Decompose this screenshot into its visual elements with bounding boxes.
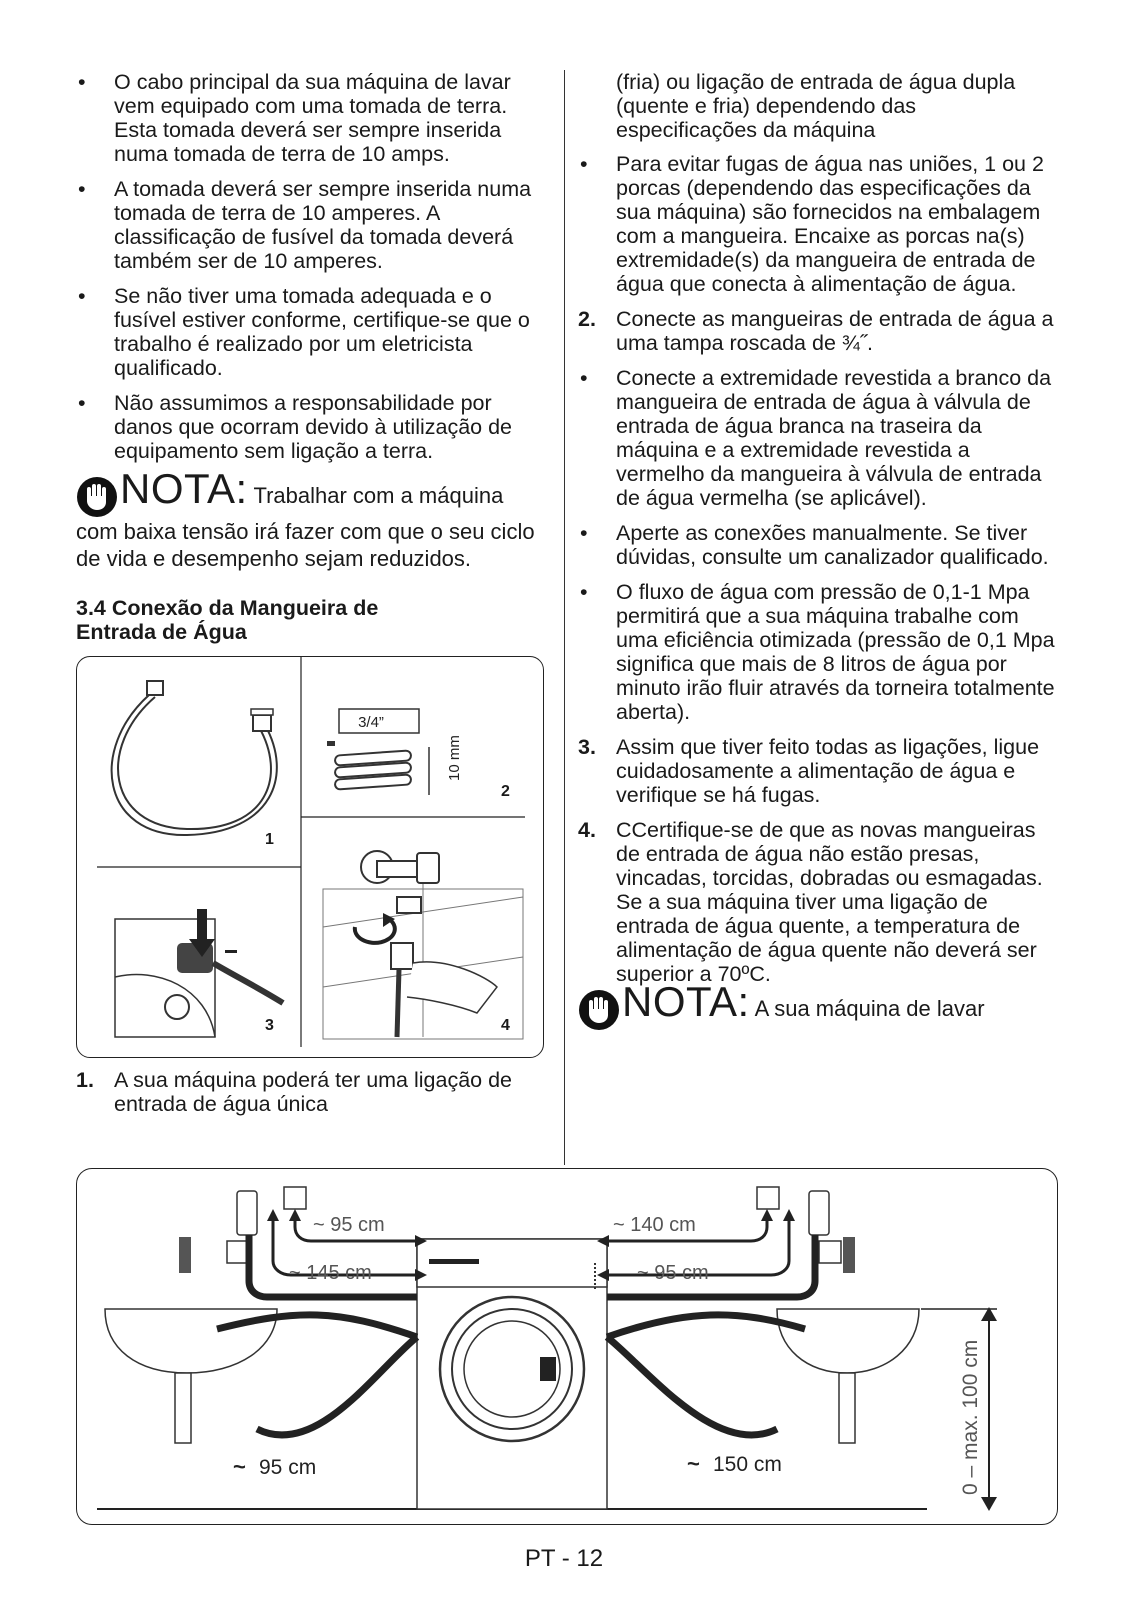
step-text: CCertifique-se de que as novas mangueiras de entrada de água não estão presas, vincadas, torcidas, dobradas ou esmagadas. Se a sua máquina tiver uma ligação de entrada de água quente, a temperatura de alimentação de água quente não deverá ser superior a 70ºC. [616, 818, 1043, 986]
dim-top-left-inner: ~ 95 cm [313, 1214, 385, 1236]
left-column [76, 70, 546, 1127]
panel-label-3: 3 [265, 1017, 274, 1035]
step-number: 4. [578, 818, 596, 842]
bullet-text: Se não tiver uma tomada adequada e o fusível estiver conforme, certifique-se que o trabalho é realizado por um eletricista qualificado. [114, 284, 530, 380]
hand-stop-icon [578, 989, 620, 1031]
bullet-item: • Se não tiver uma tomada adequada e o fusível estiver conforme, certifique-se que o trabalho é realizado por um eletricista qualificado. [78, 284, 530, 380]
bullet-text: Não assumimos a responsabilidade por danos que ocorram devido à utilização de equipamento sem ligação a terra. [114, 391, 513, 463]
column-divider [564, 70, 565, 1165]
step-2 [578, 307, 1058, 355]
dim-top-left-outer: ~ 145 cm [289, 1262, 372, 1284]
bullet-item: • Não assumimos a responsabilidade por danos que ocorram devido à utilização de equipamento sem ligação a terra. [78, 391, 513, 463]
hose-connection-figure [76, 656, 544, 1058]
height-range-label: 0 – max. 100 cm [959, 1339, 982, 1495]
dim-tilde-left: ~ [233, 1454, 246, 1479]
dim-top-right-outer: ~ 140 cm [613, 1214, 696, 1236]
step-text: Conecte as mangueiras de entrada de água a uma tampa roscada de ¾˝. [616, 307, 1054, 355]
note-label: NOTA: [120, 465, 248, 512]
bullet-text: O cabo principal da sua máquina de lavar vem equipado com uma tomada de terra. Esta tomada deverá ser sempre inserida numa tomada de terra de 10 amps. [114, 70, 511, 166]
note-label: NOTA: [622, 978, 750, 1025]
step-4 [578, 818, 1058, 986]
note-text: Trabalhar com a máquina com baixa tensão irá fazer com que o seu ciclo de vida e desempenho sejam reduzidos. [76, 483, 535, 572]
step-number: 2. [578, 307, 596, 331]
bullet-item: • Para evitar fugas de água nas uniões, 1 ou 2 porcas (dependendo das especificações da sua máquina) são fornecidos na embalagem com a mangueira. Encaixe as porcas na(s) extremidade(s) da mangueira de entrada de água que conecta à alimentação de água. [580, 152, 1044, 296]
thread-length-label: 10 mm [446, 735, 463, 782]
note-block [76, 465, 546, 572]
dim-drain-right: 150 cm [713, 1453, 782, 1476]
step-number: 3. [578, 735, 596, 759]
step-text: Assim que tiver feito todas as ligações, ligue cuidadosamente a alimentação de água e verifique se há fugas. [616, 735, 1040, 807]
hose-illustration [77, 657, 543, 1057]
page-number: PT - 12 [524, 1545, 604, 1572]
panel-label-2: 2 [501, 783, 510, 801]
panel-label-4: 4 [501, 1017, 510, 1035]
step-number: 1. [76, 1068, 94, 1093]
note-block [578, 978, 1058, 1031]
thread-size-label: 3/4” [358, 714, 384, 732]
bullet-text: Aperte as conexões manualmente. Se tiver dúvidas, consulte um canalizador qualificado. [616, 521, 1049, 569]
step-1-continued: (fria) ou ligação de entrada de água dupla (quente e fria) dependendo das especificações da máquina [616, 70, 1016, 142]
section-title: 3.4 Conexão da Mangueira de Entrada de Água [76, 596, 379, 645]
dim-tilde-right: ~ [687, 1451, 700, 1476]
installation-illustration [77, 1169, 1057, 1524]
note-text: A sua máquina de lavar [754, 996, 985, 1021]
bullet-item: • A tomada deverá ser sempre inserida numa tomada de terra de 10 amperes. A classificação de fusível da tomada deverá também ser de 10 amperes. [78, 177, 532, 273]
bullet-item: • O cabo principal da sua máquina de lavar vem equipado com uma tomada de terra. Esta tomada deverá ser sempre inserida numa tomada de terra de 10 amps. [78, 70, 511, 166]
installation-diagram [76, 1168, 1058, 1525]
bullet-item: • Aperte as conexões manualmente. Se tiver dúvidas, consulte um canalizador qualificado. [580, 521, 1049, 569]
dim-drain-left: 95 cm [259, 1456, 317, 1479]
bullet-text: O fluxo de água com pressão de 0,1-1 Mpa permitirá que a sua máquina trabalhe com uma eficiência otimizada (pressão de 0,1 Mpa significa que mais de 8 litros de água por minuto irão fluir através da torneira totalmente aberta). [616, 580, 1055, 724]
bullet-text: Conecte a extremidade revestida a branco da mangueira de entrada de água à válvula de entrada de água branca na traseira da máquina e a extremidade revestida a vermelho da mangueira à válvula de entrada de água vermelha (se aplicável). [616, 366, 1052, 510]
dim-top-right-inner: ~ 95 cm [637, 1262, 709, 1284]
bullet-item: • Conecte a extremidade revestida a branco da mangueira de entrada de água à válvula de entrada de água branca na traseira da máquina e a extremidade revestida a vermelho da mangueira à válvula de entrada de água vermelha (se aplicável). [580, 366, 1052, 510]
panel-label-1: 1 [265, 831, 274, 849]
step-1 [76, 1068, 546, 1116]
bullet-item: • O fluxo de água com pressão de 0,1-1 Mpa permitirá que a sua máquina trabalhe com uma eficiência otimizada (pressão de 0,1 Mpa significa que mais de 8 litros de água por minuto irão fluir através da torneira totalmente aberta). [580, 580, 1055, 724]
step-3 [578, 735, 1058, 807]
step-text: A sua máquina poderá ter uma ligação de entrada de água única [114, 1068, 513, 1117]
right-column [578, 70, 1058, 1031]
bullet-text: A tomada deverá ser sempre inserida numa tomada de terra de 10 amperes. A classificação de fusível da tomada deverá também ser de 10 amperes. [114, 177, 532, 273]
hand-stop-icon [76, 476, 118, 518]
bullet-text: Para evitar fugas de água nas uniões, 1 ou 2 porcas (dependendo das especificações da sua máquina) são fornecidos na embalagem com a mangueira. Encaixe as porcas na(s) extremidade(s) da mangueira de entrada de água que conecta à alimentação de água. [616, 152, 1044, 296]
